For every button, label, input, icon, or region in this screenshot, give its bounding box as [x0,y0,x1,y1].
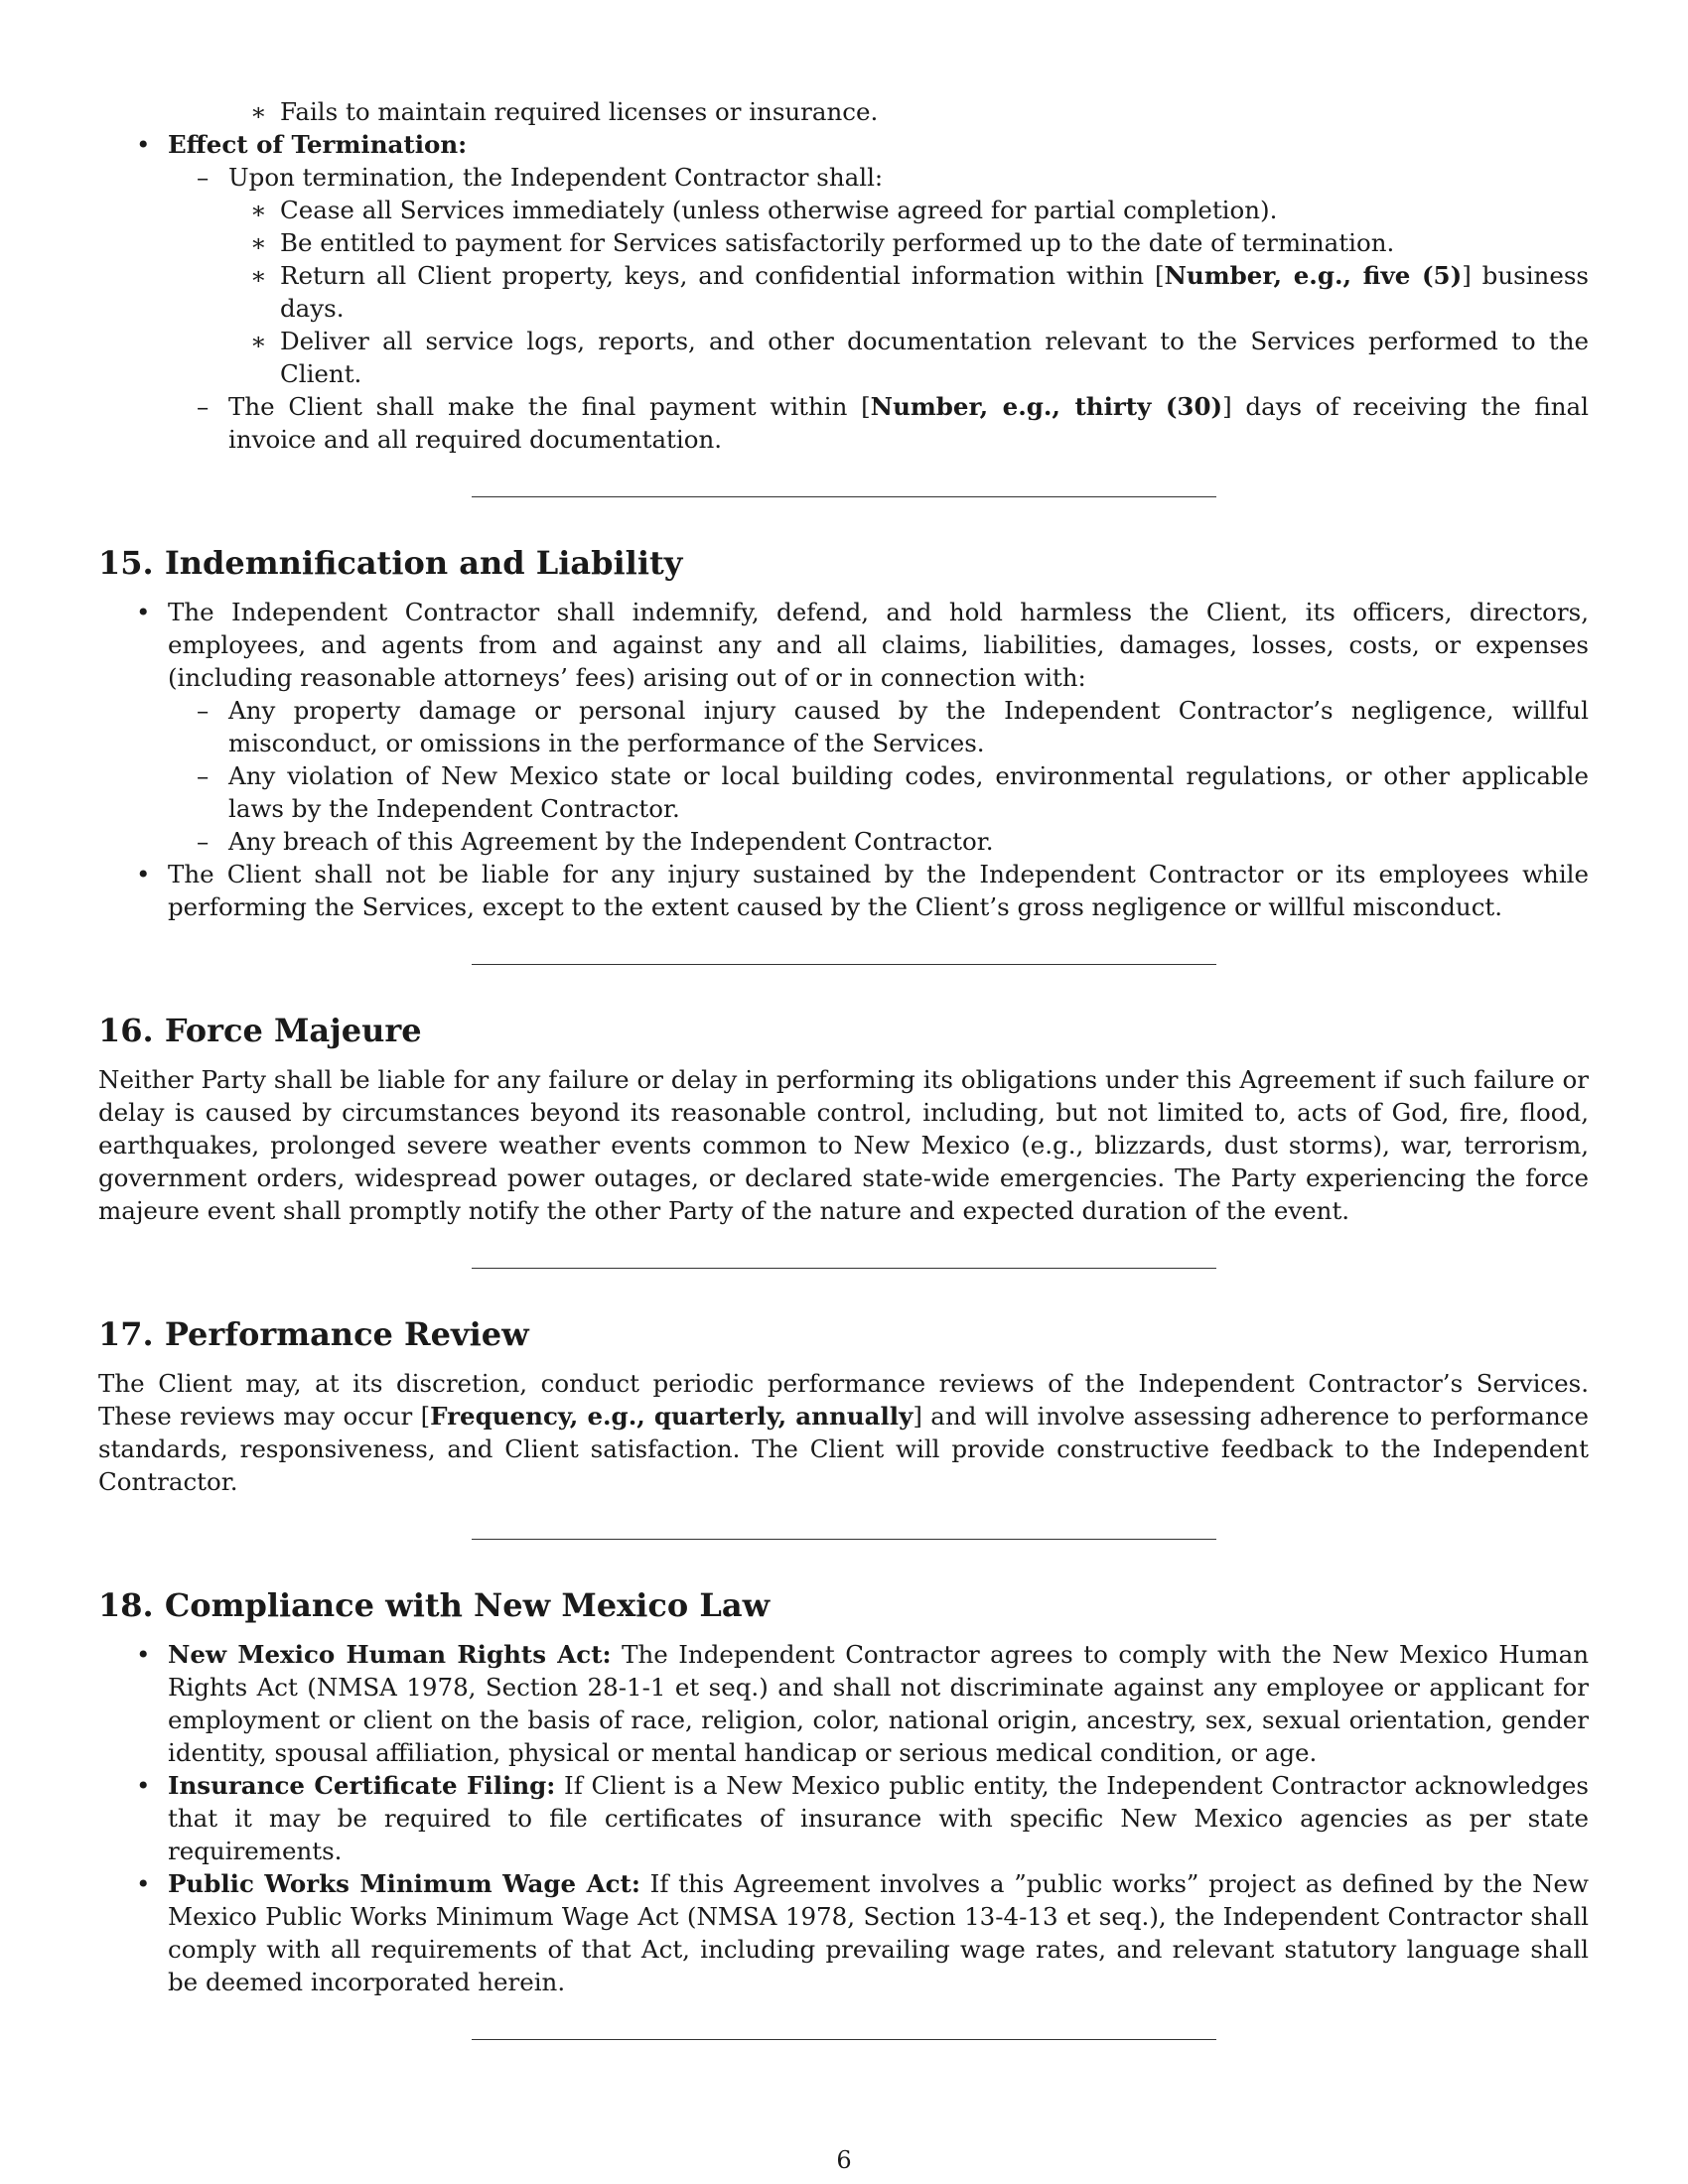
list-item: ∗ Fails to maintain required licenses or insurance. [250,97,879,126]
list-item: – The Client shall make the final payment within [Number, e.g., thirty (30)] days of receiving the final invoice and all required documentation. [197,392,1589,454]
section-heading-17: 17. Performance Review [98,1315,529,1353]
bullet-icon: • [136,598,151,626]
list-item: ∗ Be entitled to payment for Services satisfactorily performed up to the date of termination. [250,228,1395,257]
list-item: – Any breach of this Agreement by the Independent Contractor. [197,827,994,856]
section-divider [472,1268,1216,1269]
asterisk-bullet-icon: ∗ [250,327,267,355]
list-item: ∗ Return all Client property, keys, and confidential information within [Number, e.g., five (5)] business days. [250,261,1589,323]
list-item: – Any property damage or personal injury caused by the Independent Contractor’s negligence, willful misconduct, or omissions in the performance of the Services. [197,696,1589,757]
compliance-list [98,1638,1589,1998]
list-item: ∗ Deliver all service logs, reports, and other documentation relevant to the Services performed to the Client. [250,327,1589,388]
force-majeure-paragraph: Neither Party shall be liable for any failure or delay in performing its obligations under this Agreement if such failure or delay is caused by circumstances beyond its reasonable control, including, but not limited to, acts of God, fire, flood, earthquakes, prolonged severe weather events common to New Mexico (e.g., blizzards, dust storms), war, terrorism, government orders, widespread power outages, or declared state-wide emergencies. The Party experiencing the force majeure event shall promptly notify the other Party of the nature and expected duration of the event. [98,1065,1589,1225]
performance-review-paragraph: The Client may, at its discretion, conduct periodic performance reviews of the Independent Contractor’s Services. These reviews may occur [Frequency, e.g., quarterly, annually] and will involve assessing adherence to performance standards, responsiveness, and Client satisfaction. The Client will provide constructive feedback to the Independent Contractor. [98,1369,1589,1496]
section-divider [472,2039,1216,2040]
dash-bullet-icon: – [197,163,210,192]
effect-of-termination-label: Effect of Termination: [168,130,468,159]
list-item: • Public Works Minimum Wage Act: If this Agreement involves a ”public works” project as defined by the New Mexico Public Works Minimum Wage Act (NMSA 1978, Section 13-4-13 et seq.), the Independent Contractor shall comply with all requirements of that Act, including prevailing wage rates, and relevant statutory language shall be deemed incorporated herein. [136,1869,1589,1996]
list-item: • The Independent Contractor shall indemnify, defend, and hold harmless the Client, its officers, directors, employees, and agents from and against any and all claims, liabilities, damages, losses, costs, or expenses (including reasonable attorneys’ fees) arising out of or in connection with: [136,598,1589,692]
bullet-icon: • [136,860,151,888]
section-heading-18: 18. Compliance with New Mexico Law [98,1586,771,1624]
asterisk-bullet-icon: ∗ [250,97,267,126]
dash-bullet-icon: – [197,761,210,790]
list-item: • New Mexico Human Rights Act: The Independent Contractor agrees to comply with the New Mexico Human Rights Act (NMSA 1978, Section 28-1-1 et seq.) and shall not discriminate against any employee or applicant for employment or client on the basis of race, religion, color, national origin, ancestry, sex, sexual orientation, gender identity, spousal affiliation, physical or mental handicap or serious medical condition, or age. [136,1640,1589,1767]
dash-bullet-icon: – [197,696,210,725]
asterisk-bullet-icon: ∗ [250,228,267,257]
bullet-icon: • [136,1771,151,1800]
asterisk-bullet-icon: ∗ [250,196,267,224]
asterisk-bullet-icon: ∗ [250,261,267,290]
section-heading-15: 15. Indemnification and Liability [98,544,683,582]
document-page [98,95,1589,2040]
page-number: 6 [836,2146,852,2174]
list-item [98,128,1589,161]
section-divider [472,964,1216,965]
bullet-icon: • [136,130,151,159]
bullet-icon: • [136,1869,151,1898]
termination-list [98,95,1589,456]
section-heading-16: 16. Force Majeure [98,1012,422,1049]
section-divider [472,1539,1216,1540]
list-item: • The Client shall not be liable for any injury sustained by the Independent Contractor or its employees while performing the Services, except to the extent caused by the Client’s gross negligence or willful misconduct. [136,860,1589,921]
list-item: – Upon termination, the Independent Contractor shall: [197,163,884,192]
dash-bullet-icon: – [197,827,210,856]
list-item: ∗ Cease all Services immediately (unless otherwise agreed for partial completion). [250,196,1278,224]
dash-bullet-icon: – [197,392,210,421]
bullet-icon: • [136,1640,151,1669]
section-divider [472,496,1216,497]
indemnification-list [98,596,1589,923]
list-item: – Any violation of New Mexico state or local building codes, environmental regulations, or other applicable laws by the Independent Contractor. [197,761,1589,823]
list-item: • Insurance Certificate Filing: If Client is a New Mexico public entity, the Independent Contractor acknowledges that it may be required to file certificates of insurance with specific New Mexico agencies as per state requirements. [136,1771,1589,1865]
